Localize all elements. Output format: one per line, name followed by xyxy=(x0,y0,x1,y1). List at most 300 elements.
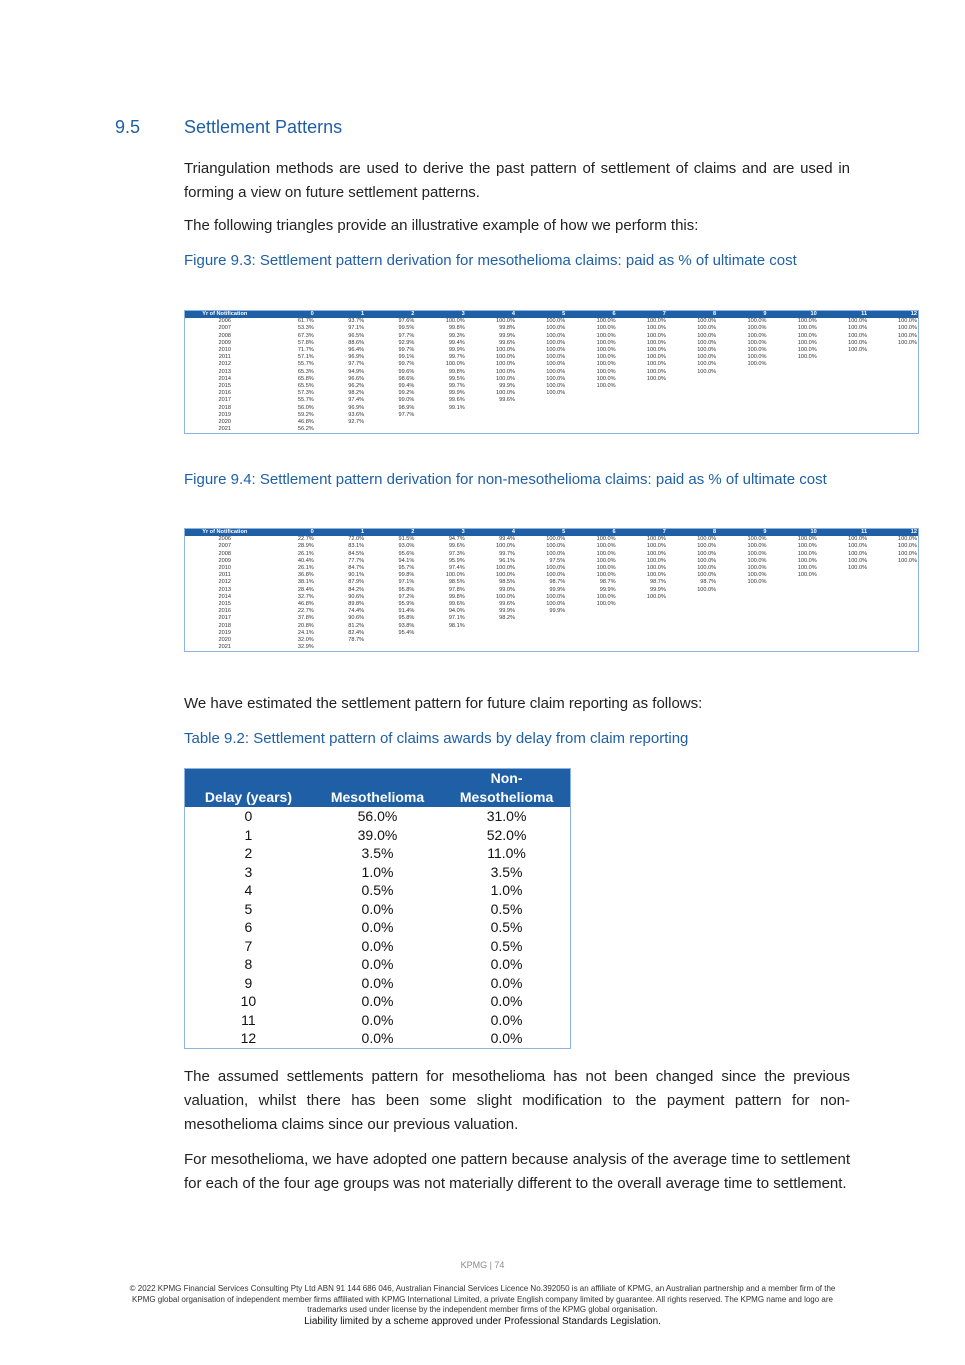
value-cell: 99.9% xyxy=(549,608,566,615)
value-cell xyxy=(818,622,868,629)
column-header: Yr of Notification xyxy=(185,529,265,537)
value-cell: 95.7% xyxy=(398,565,415,572)
value-cell: 99.2% xyxy=(398,390,415,397)
value-cell: 100.0% xyxy=(797,325,817,332)
value-cell: 0.0% xyxy=(361,937,394,954)
value-cell xyxy=(717,397,767,404)
value-cell: 90.1% xyxy=(348,572,365,579)
value-cell xyxy=(466,404,516,411)
column-header: 0 xyxy=(265,529,315,537)
value-cell xyxy=(617,615,667,622)
value-cell xyxy=(818,572,868,579)
table-row xyxy=(185,918,571,937)
year-cell: 2011 xyxy=(218,572,231,579)
value-cell: 99.9% xyxy=(599,586,616,593)
value-cell xyxy=(466,629,516,636)
value-cell xyxy=(717,411,767,418)
value-cell: 100.0% xyxy=(697,325,717,332)
year-cell: 2020 xyxy=(218,636,231,643)
value-cell: 98.9% xyxy=(398,404,415,411)
value-cell: 96.6% xyxy=(348,375,365,382)
value-cell: 87.9% xyxy=(348,579,365,586)
value-cell: 98.2% xyxy=(499,615,515,622)
value-cell: 100.0% xyxy=(797,565,817,572)
value-cell: 26.1% xyxy=(297,550,314,557)
value-cell xyxy=(617,622,667,629)
value-cell xyxy=(818,411,868,418)
value-cell: 99.8% xyxy=(448,368,465,375)
header-row xyxy=(185,311,919,319)
table-row xyxy=(185,404,919,411)
column-header: Yr of Notification xyxy=(185,311,265,319)
value-cell: 84.7% xyxy=(348,565,365,572)
value-cell: 100.0% xyxy=(848,557,868,564)
value-cell xyxy=(415,411,465,418)
value-cell: 100.0% xyxy=(596,347,616,354)
value-cell: 100.0% xyxy=(646,361,666,368)
value-cell: 100.0% xyxy=(848,543,868,550)
value-cell: 100.0% xyxy=(747,361,767,368)
value-cell xyxy=(868,615,918,622)
value-cell xyxy=(717,383,767,390)
value-cell xyxy=(667,608,717,615)
value-cell: 100.0% xyxy=(646,354,666,361)
value-cell: 100.0% xyxy=(848,565,868,572)
value-cell xyxy=(818,383,868,390)
value-cell xyxy=(516,644,566,652)
value-cell xyxy=(617,404,667,411)
value-cell xyxy=(516,411,566,418)
value-cell xyxy=(818,644,868,652)
value-cell: 57.8% xyxy=(297,339,314,346)
value-cell xyxy=(818,397,868,404)
value-cell: 100.0% xyxy=(496,375,515,382)
value-cell xyxy=(566,411,616,418)
value-cell xyxy=(868,397,918,404)
value-cell: 100.0% xyxy=(596,572,616,579)
value-cell xyxy=(868,426,918,434)
value-cell: 100.0% xyxy=(596,368,616,375)
value-cell xyxy=(818,608,868,615)
section-number: 9.5 xyxy=(115,117,141,137)
value-cell: 100.0% xyxy=(596,550,616,557)
value-cell: 94.0% xyxy=(448,608,465,615)
delay-cell: 1 xyxy=(244,826,253,843)
value-cell: 100.0% xyxy=(646,536,666,543)
value-cell: 83.1% xyxy=(348,543,365,550)
value-cell xyxy=(868,347,918,354)
value-cell: 100.0% xyxy=(898,550,917,557)
column-header: 6 xyxy=(566,311,616,319)
value-cell: 99.8% xyxy=(448,325,465,332)
value-cell: 100.0% xyxy=(546,339,566,346)
value-cell: 100.0% xyxy=(697,332,717,339)
value-cell: 84.5% xyxy=(348,550,365,557)
value-cell: 28.9% xyxy=(297,543,314,550)
value-cell: 100.0% xyxy=(445,572,465,579)
value-cell xyxy=(667,594,717,601)
value-cell: 100.0% xyxy=(697,565,717,572)
value-cell: 100.0% xyxy=(596,375,616,382)
value-cell xyxy=(617,637,667,644)
value-cell: 98.7% xyxy=(650,579,666,586)
value-cell: 100.0% xyxy=(546,600,566,607)
value-cell: 100.0% xyxy=(496,390,515,397)
value-cell: 100.0% xyxy=(596,361,616,368)
value-cell: 96.4% xyxy=(348,347,365,354)
value-cell xyxy=(868,383,918,390)
value-cell: 97.2% xyxy=(398,593,415,600)
value-cell xyxy=(868,608,918,615)
value-cell: 95.8% xyxy=(398,615,415,622)
table-row xyxy=(185,844,571,863)
table-row xyxy=(185,622,919,629)
value-cell: 99.6% xyxy=(448,600,465,607)
table-row xyxy=(185,361,919,368)
value-cell xyxy=(415,426,465,434)
table-row xyxy=(185,1011,571,1030)
table-row xyxy=(185,863,571,882)
value-cell: 98.7% xyxy=(700,579,717,586)
value-cell: 0.0% xyxy=(361,919,394,936)
value-cell xyxy=(566,608,616,615)
value-cell: 1.0% xyxy=(361,863,394,880)
value-cell: 100.0% xyxy=(848,318,868,325)
value-cell: 100.0% xyxy=(848,347,868,354)
year-cell: 2013 xyxy=(218,368,231,375)
value-cell: 100.0% xyxy=(747,354,767,361)
value-cell: 99.9% xyxy=(499,382,515,389)
column-header: 7 xyxy=(617,311,667,319)
value-cell xyxy=(818,594,868,601)
value-cell: 100.0% xyxy=(646,325,666,332)
value-cell: 98.5% xyxy=(448,579,465,586)
value-cell xyxy=(818,629,868,636)
value-cell xyxy=(365,637,415,644)
value-cell xyxy=(868,572,918,579)
value-cell xyxy=(767,404,817,411)
value-cell: 100.0% xyxy=(646,557,666,564)
value-cell xyxy=(365,644,415,652)
value-cell: 100.0% xyxy=(697,572,717,579)
table-row xyxy=(185,807,571,826)
value-cell: 99.9% xyxy=(650,586,666,593)
value-cell: 39.0% xyxy=(357,826,398,843)
value-cell xyxy=(818,637,868,644)
column-header: 2 xyxy=(365,529,415,537)
value-cell xyxy=(667,397,717,404)
table-row xyxy=(185,937,571,956)
value-cell: 22.7% xyxy=(297,536,314,543)
value-cell xyxy=(516,404,566,411)
table-row xyxy=(185,881,571,900)
value-cell: 100.0% xyxy=(646,332,666,339)
value-cell xyxy=(868,361,918,368)
value-cell xyxy=(315,644,365,652)
value-cell: 0.0% xyxy=(361,1030,394,1047)
value-cell: 100.0% xyxy=(797,332,817,339)
value-cell xyxy=(566,637,616,644)
value-cell xyxy=(566,615,616,622)
table-row xyxy=(185,601,919,608)
table-row xyxy=(185,419,919,426)
value-cell: 56.0% xyxy=(297,404,314,411)
value-cell: 100.0% xyxy=(747,332,767,339)
value-cell: 100.0% xyxy=(546,565,566,572)
value-cell: 0.5% xyxy=(490,937,523,954)
value-cell: 100.0% xyxy=(898,339,917,346)
value-cell: 3.5% xyxy=(361,845,394,862)
value-cell: 28.4% xyxy=(297,586,314,593)
column-header: Non- Mesothelioma xyxy=(443,769,570,808)
value-cell: 100.0% xyxy=(697,339,717,346)
value-cell: 100.0% xyxy=(898,536,917,543)
value-cell: 56.2% xyxy=(297,426,314,433)
table-row xyxy=(185,325,919,332)
value-cell xyxy=(617,629,667,636)
value-cell: 100.0% xyxy=(596,382,616,389)
value-cell xyxy=(818,368,868,375)
column-header: 10 xyxy=(767,311,817,319)
value-cell: 20.8% xyxy=(297,622,314,629)
value-cell xyxy=(868,419,918,426)
value-cell xyxy=(767,376,817,383)
column-header: Delay (years) xyxy=(185,769,312,808)
closing-paragraph-1: The assumed settlements pattern for mesothelioma has not been changed since the previous valuation, whilst there has been some slight modification to the payment pattern for non-mesothelioma claims since our previous valuation. xyxy=(184,1068,850,1133)
value-cell xyxy=(818,586,868,593)
value-cell: 94.7% xyxy=(448,536,465,543)
value-cell: 74.4% xyxy=(348,608,365,615)
value-cell: 97.7% xyxy=(348,361,365,368)
value-cell: 0.0% xyxy=(490,956,523,973)
value-cell: 97.1% xyxy=(398,579,415,586)
table-row xyxy=(185,565,919,572)
column-header: 5 xyxy=(516,529,566,537)
year-cell: 2012 xyxy=(218,579,231,586)
value-cell: 100.0% xyxy=(646,339,666,346)
value-cell: 100.0% xyxy=(596,354,616,361)
value-cell: 100.0% xyxy=(496,361,515,368)
value-cell: 100.0% xyxy=(697,318,717,325)
table-row xyxy=(185,594,919,601)
value-cell: 100.0% xyxy=(697,586,717,593)
value-cell: 99.0% xyxy=(398,397,415,404)
value-cell xyxy=(617,601,667,608)
value-cell: 100.0% xyxy=(596,325,616,332)
delay-cell: 10 xyxy=(240,993,257,1010)
column-header: 4 xyxy=(466,311,516,319)
value-cell xyxy=(868,637,918,644)
section-title: Settlement Patterns xyxy=(184,117,343,137)
value-cell: 99.6% xyxy=(448,543,465,550)
value-cell: 24.1% xyxy=(297,629,314,636)
table-row xyxy=(185,955,571,974)
year-cell: 2021 xyxy=(218,644,231,651)
table-row xyxy=(185,615,919,622)
value-cell: 100.0% xyxy=(697,354,717,361)
value-cell: 99.5% xyxy=(448,375,465,382)
value-cell: 100.0% xyxy=(797,318,817,325)
column-header: 8 xyxy=(667,311,717,319)
table-row xyxy=(185,586,919,593)
value-cell xyxy=(818,419,868,426)
value-cell: 100.0% xyxy=(445,361,465,368)
value-cell: 90.6% xyxy=(348,593,365,600)
value-cell xyxy=(617,397,667,404)
value-cell: 52.0% xyxy=(486,826,527,843)
value-cell: 97.4% xyxy=(348,397,365,404)
value-cell: 100.0% xyxy=(797,339,817,346)
value-cell: 100.0% xyxy=(747,543,767,550)
header-row xyxy=(185,769,571,808)
value-cell: 96.9% xyxy=(348,404,365,411)
value-cell xyxy=(617,419,667,426)
delay-cell: 2 xyxy=(244,845,253,862)
table-row xyxy=(185,826,571,845)
year-cell: 2010 xyxy=(218,565,231,572)
value-cell: 98.2% xyxy=(348,390,365,397)
value-cell: 100.0% xyxy=(646,593,666,600)
value-cell: 100.0% xyxy=(697,543,717,550)
value-cell: 95.4% xyxy=(398,629,415,636)
value-cell: 61.7% xyxy=(297,318,314,325)
value-cell: 99.8% xyxy=(499,325,515,332)
value-cell xyxy=(717,594,767,601)
value-cell xyxy=(667,383,717,390)
value-cell: 100.0% xyxy=(747,325,767,332)
value-cell: 96.1% xyxy=(499,557,515,564)
year-cell: 2017 xyxy=(218,397,231,404)
value-cell: 98.1% xyxy=(448,622,465,629)
value-cell xyxy=(667,601,717,608)
value-cell: 100.0% xyxy=(596,332,616,339)
value-cell xyxy=(667,644,717,652)
value-cell xyxy=(818,390,868,397)
value-cell xyxy=(667,390,717,397)
value-cell: 100.0% xyxy=(546,332,566,339)
value-cell: 0.0% xyxy=(361,956,394,973)
table-row xyxy=(185,543,919,550)
closing-paragraph-2: For mesothelioma, we have adopted one pattern because analysis of the average time to settlement for each of the four age groups was not materially different to the overall average time to settlement. xyxy=(184,1151,850,1192)
table-pattern-caption: Table 9.2: Settlement pattern of claims awards by delay from claim reporting xyxy=(184,730,689,747)
year-cell: 2009 xyxy=(218,557,231,564)
value-cell: 100.0% xyxy=(646,347,666,354)
value-cell: 100.0% xyxy=(546,361,566,368)
value-cell: 100.0% xyxy=(596,600,616,607)
column-header: 5 xyxy=(516,311,566,319)
value-cell: 99.3% xyxy=(448,332,465,339)
value-cell xyxy=(717,637,767,644)
value-cell: 100.0% xyxy=(898,557,917,564)
value-cell: 92.7% xyxy=(348,418,365,425)
value-cell xyxy=(566,622,616,629)
value-cell: 100.0% xyxy=(697,361,717,368)
value-cell: 100.0% xyxy=(496,565,515,572)
column-header: 11 xyxy=(818,529,868,537)
value-cell xyxy=(767,390,817,397)
table-row xyxy=(185,992,571,1011)
table-row xyxy=(185,411,919,418)
value-cell: 100.0% xyxy=(797,536,817,543)
value-cell xyxy=(868,594,918,601)
value-cell: 100.0% xyxy=(496,347,515,354)
value-cell xyxy=(415,419,465,426)
value-cell: 100.0% xyxy=(797,550,817,557)
value-cell: 100.0% xyxy=(646,318,666,325)
value-cell: 0.0% xyxy=(490,974,523,991)
year-cell: 2007 xyxy=(218,325,231,332)
value-cell xyxy=(818,376,868,383)
value-cell: 99.9% xyxy=(448,347,465,354)
value-cell: 100.0% xyxy=(546,593,566,600)
value-cell: 32.0% xyxy=(297,636,314,643)
value-cell: 100.0% xyxy=(546,382,566,389)
delay-cell: 12 xyxy=(240,1030,257,1047)
value-cell: 99.5% xyxy=(398,325,415,332)
value-cell: 100.0% xyxy=(747,557,767,564)
value-cell xyxy=(868,354,918,361)
value-cell: 93.6% xyxy=(348,411,365,418)
column-header: 3 xyxy=(415,311,465,319)
year-cell: 2019 xyxy=(218,629,231,636)
value-cell xyxy=(315,426,365,434)
value-cell xyxy=(466,637,516,644)
value-cell xyxy=(617,644,667,652)
value-cell: 100.0% xyxy=(496,318,515,325)
value-cell xyxy=(566,426,616,434)
delay-cell: 7 xyxy=(244,937,253,954)
value-cell: 100.0% xyxy=(848,325,868,332)
value-cell xyxy=(818,615,868,622)
value-cell: 100.0% xyxy=(546,572,566,579)
column-header: 1 xyxy=(315,311,365,319)
value-cell xyxy=(516,637,566,644)
value-cell xyxy=(767,594,817,601)
value-cell: 65.3% xyxy=(297,368,314,375)
table-row xyxy=(185,900,571,919)
value-cell xyxy=(868,376,918,383)
value-cell: 100.0% xyxy=(747,579,767,586)
value-cell xyxy=(717,404,767,411)
value-cell: 0.0% xyxy=(361,974,394,991)
value-cell: 22.7% xyxy=(297,608,314,615)
value-cell xyxy=(717,629,767,636)
value-cell xyxy=(818,361,868,368)
value-cell: 99.9% xyxy=(448,390,465,397)
table-row xyxy=(185,1029,571,1048)
value-cell xyxy=(667,622,717,629)
year-cell: 2018 xyxy=(218,404,231,411)
value-cell xyxy=(868,601,918,608)
year-cell: 2015 xyxy=(218,600,231,607)
value-cell xyxy=(667,629,717,636)
value-cell xyxy=(717,390,767,397)
value-cell xyxy=(767,361,817,368)
value-cell: 55.7% xyxy=(297,397,314,404)
value-cell: 78.7% xyxy=(348,636,365,643)
value-cell xyxy=(466,426,516,434)
value-cell: 11.0% xyxy=(487,845,526,862)
value-cell: 99.9% xyxy=(499,332,515,339)
value-cell: 95.9% xyxy=(448,557,465,564)
table-row xyxy=(185,629,919,636)
year-cell: 2007 xyxy=(218,543,231,550)
delay-cell: 11 xyxy=(241,1011,256,1028)
value-cell xyxy=(516,397,566,404)
value-cell xyxy=(667,426,717,434)
column-header: 9 xyxy=(717,529,767,537)
value-cell: 100.0% xyxy=(546,536,566,543)
